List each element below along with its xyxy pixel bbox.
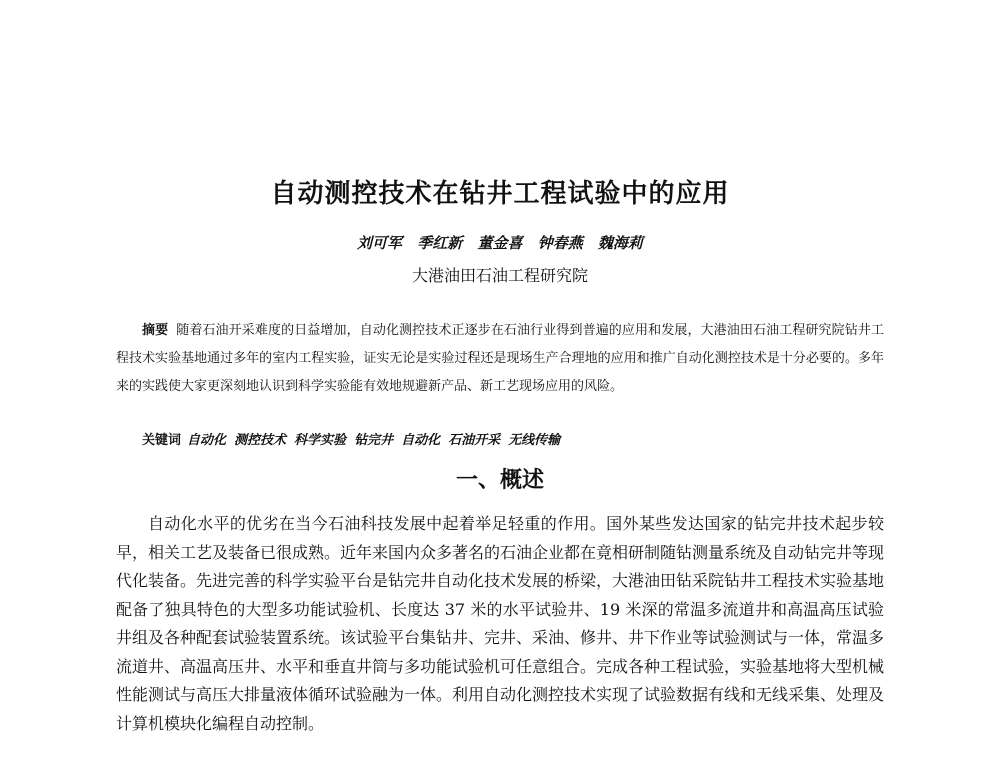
keyword: 钻完井 [354,433,394,448]
keywords [116,428,884,454]
keywords-label: 关键词 [142,433,182,448]
abstract-text: 随着石油开采难度的日益增加，自动化测控技术正逐步在石油行业得到普遍的应用和发展，大港油田石油工程研究院钻井工程技术实验基地通过多年的室内工程实验，证实无论是实验过程还是现场生产合理地的应用和推广自动化测控技术是十分必要的。多年来的实践使大家更深刻地认识到科学实验能有效地规避新产品、新工艺现场应用的风险。 [116,323,884,394]
abstract-label: 摘要 [142,323,169,338]
affiliation: 大港油田石油工程研究院 [411,266,588,285]
keyword: 自动化 [187,433,227,448]
keyword: 科学实验 [294,433,347,448]
keyword: 石油开采 [448,433,501,448]
body-paragraph: 自动化水平的优劣在当今石油科技发展中起着举足轻重的作用。国外某些发达国家的钻完井技术起步较早，相关工艺及装备已很成熟。近年来国内众多著名的石油企业都在竟相研制随钻测量系统及自动钻完井等现代化装备。先进完善的科学实验平台是钻完井自动化技术发展的桥梁，大港油田钻采院钻井工程技术实验基地配备了独具特色的大型多功能试验机、长度达 37 米的水平试验井、19 米深的常温多流道井和高温高压试验井组及各种配套试验装置系统。该试验平台集钻井、完井、采油、修井、井下作业等试验测试与一体，常温多流道井、高温高压井、水平和垂直井筒与多功能试验机可任意组合。完成各种工程试验，实验基地将大型机械性能测试与高压大排量液体循环试验融为一体。利用自动化测控技术实现了试验数据有线和无线采集、处理及计算机模块化编程自动控制。 [116,514,885,733]
section-heading: 一、概述 [455,468,544,493]
abstract [116,317,884,401]
paper-title: 自动测控技术在钻井工程试验中的应用 [270,179,730,209]
keyword: 自动化 [401,433,441,448]
keyword: 无线传输 [508,433,561,448]
keyword: 测控技术 [234,433,287,448]
author-list: 刘可军 季红新 董金喜 钟春燕 魏海莉 [357,234,643,252]
